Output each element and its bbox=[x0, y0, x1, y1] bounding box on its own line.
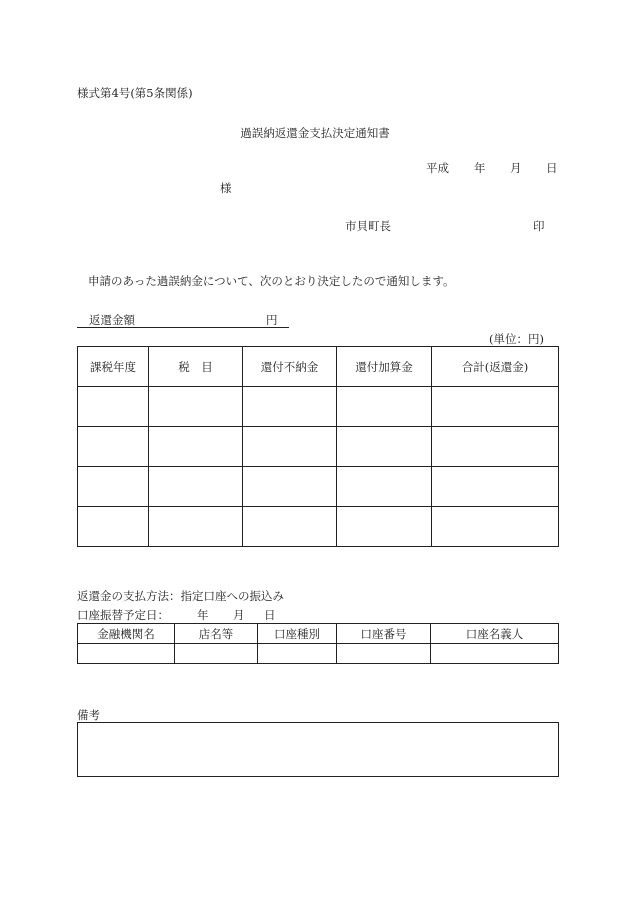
transfer-date-label: 口座振替予定日： bbox=[77, 608, 169, 622]
header-account-type: 口座種別 bbox=[258, 624, 337, 644]
table-cell[interactable] bbox=[432, 467, 559, 507]
table-cell[interactable] bbox=[258, 644, 337, 664]
date-year: 年 bbox=[474, 161, 486, 175]
seal-mark: 印 bbox=[533, 219, 545, 233]
table-cell[interactable] bbox=[337, 467, 432, 507]
addressee-suffix: 様 bbox=[220, 181, 232, 195]
table-cell[interactable] bbox=[175, 644, 258, 664]
header-refund-unpaid: 還付不納金 bbox=[243, 347, 337, 387]
table-cell[interactable] bbox=[149, 507, 243, 547]
table-cell[interactable] bbox=[243, 427, 337, 467]
table-cell[interactable] bbox=[337, 427, 432, 467]
table-cell[interactable] bbox=[149, 427, 243, 467]
table-row bbox=[78, 644, 559, 664]
header-tax-item: 税 目 bbox=[149, 347, 243, 387]
date-day: 日 bbox=[546, 161, 558, 175]
table-cell[interactable] bbox=[432, 507, 559, 547]
date-month: 月 bbox=[510, 161, 522, 175]
table-cell[interactable] bbox=[431, 644, 559, 664]
table-cell[interactable] bbox=[78, 467, 149, 507]
header-refund-addition: 還付加算金 bbox=[337, 347, 432, 387]
table-cell[interactable] bbox=[243, 387, 337, 427]
table-cell[interactable] bbox=[432, 427, 559, 467]
table-row bbox=[78, 427, 559, 467]
notice-text: 申請のあった過誤納金について、次のとおり決定したので通知します。 bbox=[88, 274, 455, 288]
issuer-name: 市貝町長 bbox=[345, 219, 391, 233]
table-cell[interactable] bbox=[243, 467, 337, 507]
table-cell[interactable] bbox=[78, 427, 149, 467]
table-cell[interactable] bbox=[432, 387, 559, 427]
header-branch-name: 店名等 bbox=[175, 624, 258, 644]
header-account-holder: 口座名義人 bbox=[431, 624, 559, 644]
transfer-date-line bbox=[77, 607, 276, 623]
table-cell[interactable] bbox=[78, 644, 175, 664]
table-cell[interactable] bbox=[149, 387, 243, 427]
issue-date bbox=[426, 160, 558, 176]
form-number: 様式第4号(第5条関係) bbox=[77, 86, 193, 100]
header-total: 合計(返還金) bbox=[432, 347, 559, 387]
table-row bbox=[78, 387, 559, 427]
document-title: 過誤納返還金支払決定通知書 bbox=[240, 126, 390, 140]
table-cell[interactable] bbox=[337, 644, 431, 664]
table-cell[interactable] bbox=[337, 387, 432, 427]
header-tax-year: 課税年度 bbox=[78, 347, 149, 387]
table-cell[interactable] bbox=[243, 507, 337, 547]
date-era: 平成 bbox=[426, 161, 449, 175]
header-bank-name: 金融機関名 bbox=[78, 624, 175, 644]
refund-table bbox=[77, 346, 559, 547]
table-row bbox=[78, 467, 559, 507]
header-account-number: 口座番号 bbox=[337, 624, 431, 644]
table-row bbox=[78, 507, 559, 547]
transfer-date-day: 日 bbox=[264, 608, 276, 622]
table-cell[interactable] bbox=[337, 507, 432, 547]
refund-amount-line bbox=[77, 312, 289, 328]
table-cell[interactable] bbox=[149, 467, 243, 507]
refund-amount-unit: 円 bbox=[266, 313, 278, 327]
bank-account-table bbox=[77, 623, 559, 664]
transfer-date-month: 月 bbox=[233, 608, 245, 622]
table-cell[interactable] bbox=[78, 507, 149, 547]
remarks-box[interactable] bbox=[77, 722, 559, 777]
refund-amount-label: 返還金額 bbox=[89, 313, 135, 327]
transfer-date-year: 年 bbox=[197, 608, 209, 622]
table-cell[interactable] bbox=[78, 387, 149, 427]
remarks-label: 備考 bbox=[77, 708, 100, 722]
unit-note: (単位：円) bbox=[489, 332, 544, 346]
refund-table-header bbox=[78, 347, 559, 387]
bank-table-header bbox=[78, 624, 559, 644]
payment-method: 返還金の支払方法：指定口座への振込み bbox=[77, 589, 284, 603]
